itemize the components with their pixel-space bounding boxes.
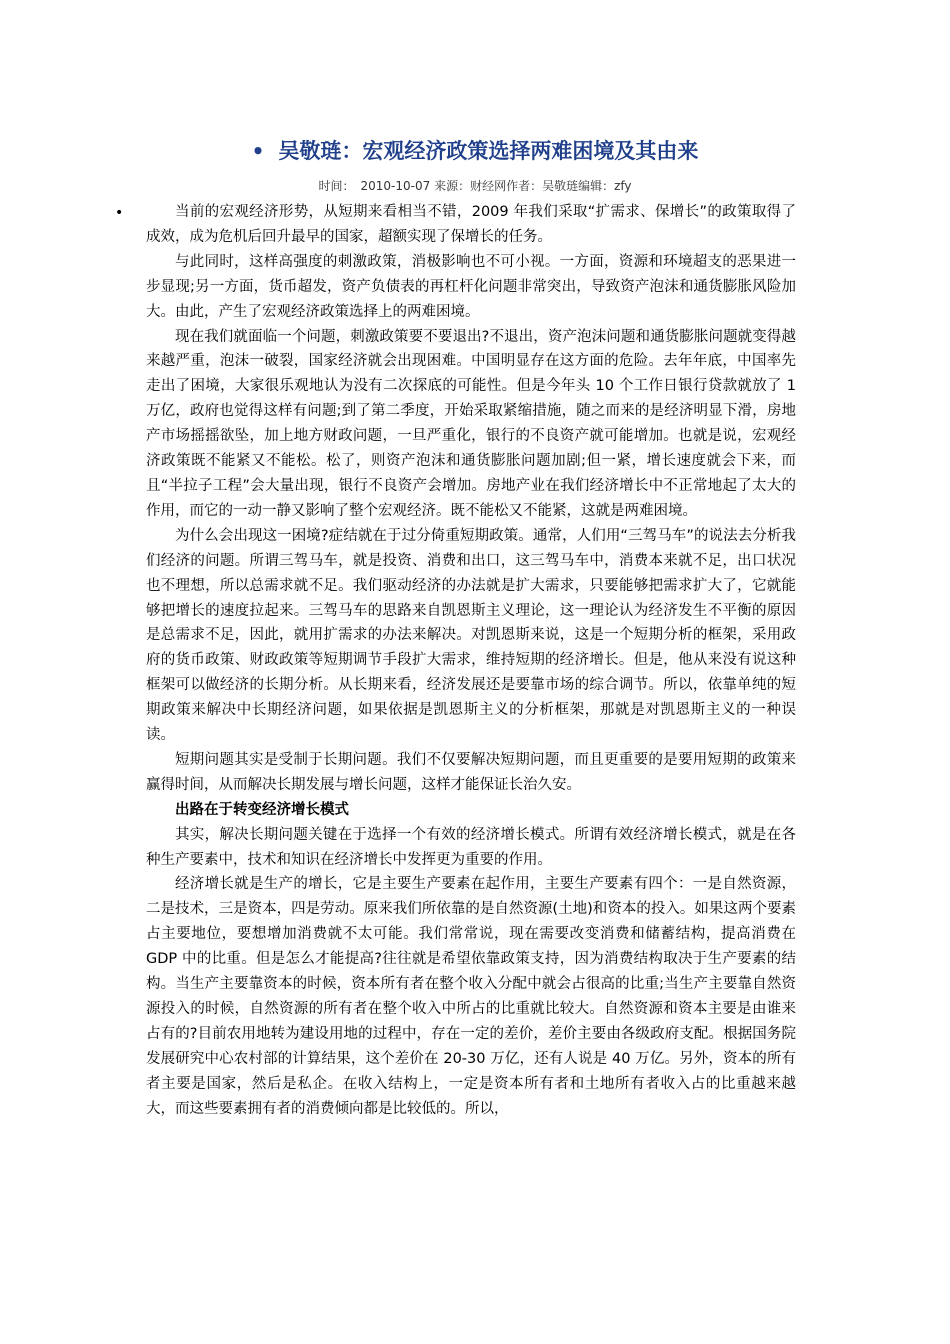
- article-title: 吴敬琏：宏观经济政策选择两难困境及其由来: [278, 139, 699, 163]
- paragraph: 现在我们就面临一个问题，刺激政策要不要退出?不退出，资产泡沫问题和通货膨胀问题就变得越来越严重，泡沫一破裂，国家经济就会出现困难。中国明显存在这方面的危险。去年年底，中国率先走出了困境，大家很乐观地认为没有二次探底的可能性。但是今年头 10 个工作日银行贷款就放了 1 万亿，政府也觉得这样有问题;到了第二季度，开始采取紧缩措施，随之而来的是经济明显下滑，房地产市场摇摇欲坠，加上地方财政问题，一旦严重化，银行的不良资产就可能增加。也就是说，宏观经济政策既不能紧又不能松。松了，则资产泡沫和通货膨胀问题加剧;但一紧，增长速度就会下来，而且“半拉子工程”会大量出现，银行不良资产会增加。房地产业在我们经济增长中不正常地起了太大的作用，而它的一动一静又影响了整个宏观经济。既不能松又不能紧，这就是两难困境。: [146, 328, 796, 519]
- paragraph: 为什么会出现这一困境?症结就在于过分倚重短期政策。通常，人们用“三驾马车”的说法去分析我们经济的问题。所谓三驾马车，就是投资、消费和出口，这三驾马车中，消费本来就不足，出口状况也不理想，所以总需求就不足。我们驱动经济的办法就是扩大需求，只要能够把需求扩大了，它就能够把增长的速度拉起来。三驾马车的思路来自凯恩斯主义理论，这一理论认为经济发生不平衡的原因是总需求不足，因此，就用扩需求的办法来解决。对凯恩斯来说，这是一个短期分析的框架，采用政府的货币政策、财政政策等短期调节手段扩大需求，维持短期的经济增长。但是，他从来没有说这种框架可以做经济的长期分析。从长期来看，经济发展还是要靠市场的综合调节。所以，依靠单纯的短期政策来解决中长期经济问题，如果依据是凯恩斯主义的分析框架，那就是对凯恩斯主义的一种误读。: [146, 527, 796, 744]
- article-body: [146, 200, 796, 1122]
- paragraph: 经济增长就是生产的增长，它是主要生产要素在起作用，主要生产要素有四个：一是自然资源，二是技术，三是资本，四是劳动。原来我们所依靠的是自然资源(土地)和资本的投入。如果这两个要素占主要地位，要想增加消费就不太可能。我们常常说，现在需要改变消费和储蓄结构，提高消费在 GDP 中的比重。但是怎么才能提高?往往就是希望依靠政策支持，因为消费结构取决于生产要素的结构。当生产主要靠资本的时候，资本所有者在整个收入分配中就会占很高的比重;当生产主要靠自然资源投入的时候，自然资源的所有者在整个收入中所占的比重就比较大。自然资源和资本主要是由谁来占有的?目前农用地转为建设用地的过程中，存在一定的差价，差价主要由各级政府支配。根据国务院发展研究中心农村部的计算结果，这个差价在 20-30 万亿，还有人说是 40 万亿。另外，资本的所有者主要是国家，然后是私企。在收入结构上，一定是资本所有者和土地所有者收入占的比重越来越大，而这些要素拥有者的消费倾向都是比较低的。所以，: [146, 876, 796, 1117]
- title-bullet-icon: •: [251, 139, 265, 163]
- paragraph: 短期问题其实是受制于长期问题。我们不仅要解决短期问题，而且更重要的是要用短期的政策来赢得时间，从而解决长期发展与增长问题，这样才能保证长治久安。: [146, 751, 796, 793]
- article-meta: [0, 178, 950, 194]
- paragraph: 与此同时，这样高强度的刺激政策，消极影响也不可小视。一方面，资源和环境超支的恶果进一步显现;另一方面，货币超发，资产负债表的再杠杆化问题非常突出，导致资产泡沫和通货膨胀风险加大。由此，产生了宏观经济政策选择上的两难困境。: [146, 253, 796, 320]
- article-meta-text: 时间： 2010-10-07 来源：财经网作者：吴敬琏编辑：zfy: [318, 179, 632, 193]
- paragraph: 当前的宏观经济形势，从短期来看相当不错，2009 年我们采取“扩需求、保增长”的政策取得了成效，成为危机后回升最早的国家，超额实现了保增长的任务。: [146, 204, 796, 245]
- section-heading: 出路在于转变经济增长模式: [175, 801, 349, 818]
- body-bullet-icon: •: [115, 205, 124, 221]
- paragraph: 其实，解决长期问题关键在于选择一个有效的经济增长模式。所谓有效经济增长模式，就是在各种生产要素中，技术和知识在经济增长中发挥更为重要的作用。: [146, 826, 796, 868]
- article-title-row: [0, 133, 950, 169]
